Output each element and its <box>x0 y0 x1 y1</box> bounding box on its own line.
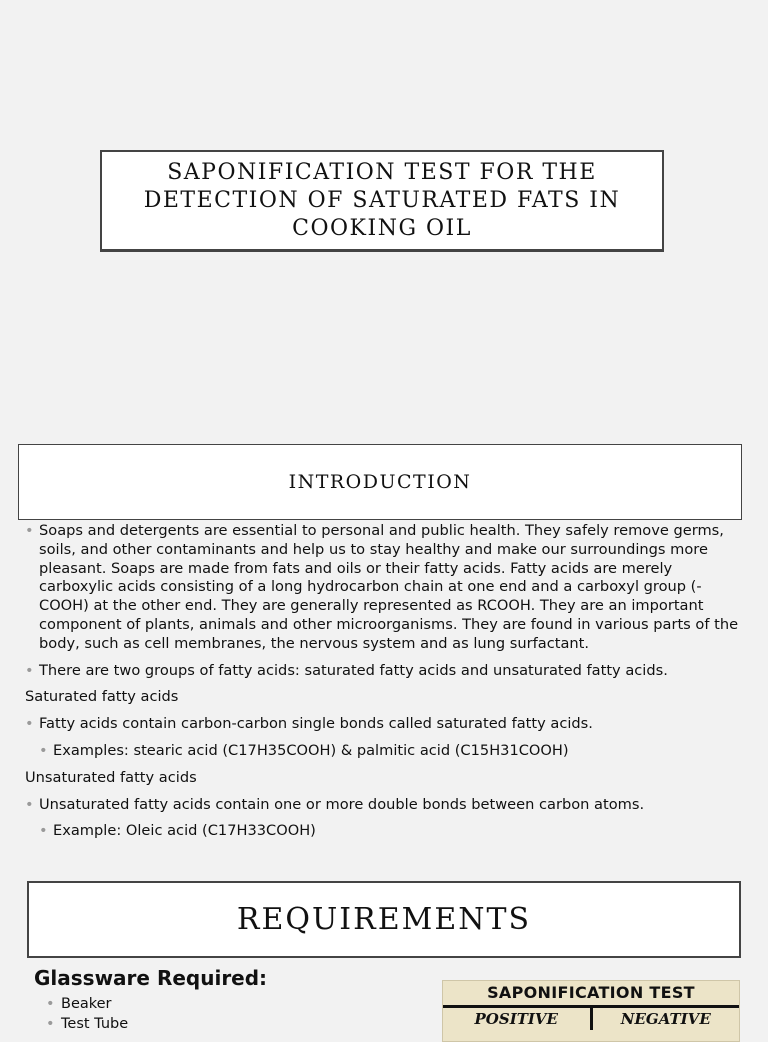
glassware-item: • Test Tube <box>34 1014 414 1034</box>
unsaturated-example: • Example: Oleic acid (C17H33COOH) <box>25 822 740 841</box>
requirements-heading: REQUIREMENTS <box>236 902 532 937</box>
saturated-description: • Fatty acids contain carbon-carbon single bonds called saturated fatty acids. <box>25 715 740 734</box>
introduction-content <box>25 522 740 849</box>
positive-label: POSITIVE <box>443 1008 593 1030</box>
unsaturated-heading: Unsaturated fatty acids <box>25 768 197 786</box>
saponification-test-image <box>442 980 740 1042</box>
glassware-item: • Beaker <box>34 994 414 1014</box>
introduction-heading: INTRODUCTION <box>288 471 472 493</box>
saturated-heading: Saturated fatty acids <box>25 688 179 706</box>
requirements-header <box>27 881 741 958</box>
saturated-example: • Examples: stearic acid (C17H35COOH) & palmitic acid (C15H31COOH) <box>25 742 740 761</box>
glassware-heading: Glassware Required: <box>34 966 268 990</box>
image-result-row <box>443 1005 739 1030</box>
title-box <box>100 150 664 252</box>
unsaturated-description: • Unsaturated fatty acids contain one or more double bonds between carbon atoms. <box>25 796 740 815</box>
intro-paragraph: • Soaps and detergents are essential to personal and public health. They safely remove germs, soils, and other contaminants and help us to stay healthy and make our surroundings more pleasant. Soaps are made from fats and oils or their fatty acids. Fatty acids are merely carboxylic acids consisting of a long hydrocarbon chain at one end and a carboxyl group (-COOH) at the other end. They are generally represented as RCOOH. They are an important component of plants, animals and other microorganisms. They are found in various parts of the body, such as cell membranes, the nervous system and as lung surfactant. <box>25 522 740 654</box>
introduction-header <box>18 444 742 520</box>
negative-label: NEGATIVE <box>620 1010 711 1028</box>
fatty-acid-groups: • There are two groups of fatty acids: saturated fatty acids and unsaturated fatty acids. <box>25 662 740 681</box>
page-title: SAPONIFICATION TEST FOR THE DETECTION OF SATURATED FATS IN COOKING OIL <box>143 159 621 241</box>
image-title: SAPONIFICATION TEST <box>487 983 695 1002</box>
